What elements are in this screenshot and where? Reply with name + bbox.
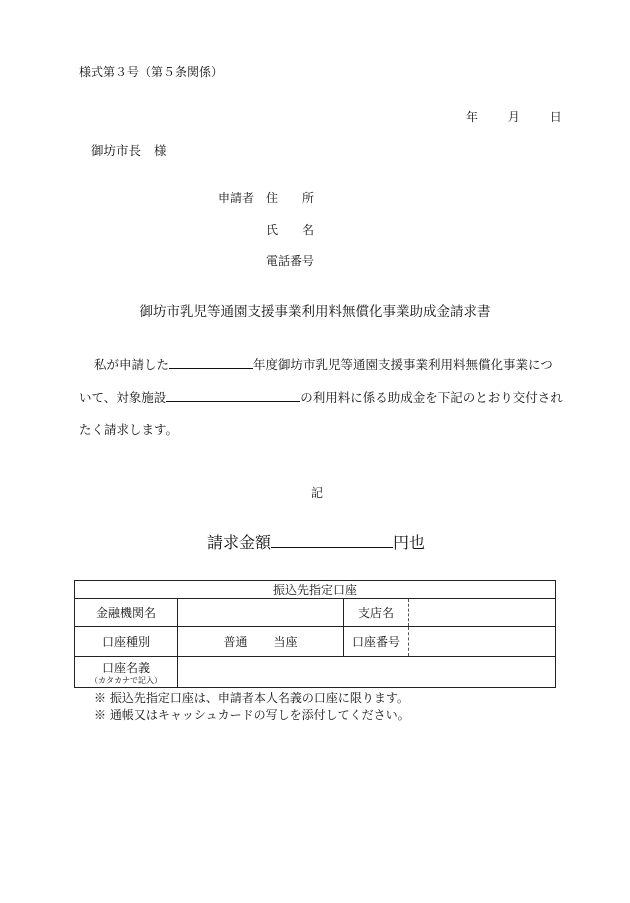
- branch-field[interactable]: [409, 599, 556, 627]
- document-title: 御坊市乳児等通園支援事業利用料無償化事業助成金請求書: [139, 304, 491, 320]
- bank-name-field[interactable]: [178, 599, 344, 627]
- body-line-2-start: いて、対象施設: [79, 390, 167, 405]
- amount-line: [207, 530, 425, 553]
- account-number-label: 口座番号: [344, 627, 409, 657]
- body-line-3: たく請求します。: [79, 422, 179, 437]
- note-2: ※ 通帳又はキャッシュカードの写しを添付してください。: [94, 708, 410, 722]
- body-line-1-end: 年度御坊市乳児等通園支援事業利用料無償化事業につ: [253, 357, 553, 372]
- amount-blank[interactable]: [271, 531, 393, 548]
- holder-label: 口座名義: [101, 660, 150, 675]
- account-type-label: 口座種別: [75, 627, 178, 657]
- amount-suffix: 円也: [393, 533, 426, 552]
- account-type-ordinary[interactable]: 普通: [223, 635, 248, 649]
- date-month: 月: [507, 110, 520, 124]
- addressee-name: 御坊市長: [91, 143, 142, 158]
- bank-table-header: 振込先指定口座: [75, 581, 556, 599]
- branch-label: 支店名: [344, 599, 409, 627]
- body-line-1: [94, 355, 553, 373]
- bank-account-table: [74, 580, 556, 688]
- facility-blank[interactable]: [166, 388, 300, 402]
- body-line-2-end: の利用料に係る助成金を下記のとおり交付され: [300, 390, 563, 405]
- account-number-field[interactable]: [409, 627, 556, 657]
- date-year: 年: [466, 110, 479, 124]
- addressee: [91, 141, 167, 159]
- amount-label: 請求金額: [207, 533, 272, 552]
- ki-heading: 記: [310, 486, 323, 500]
- holder-note: （カタカナで記入）: [90, 675, 162, 685]
- phone-label: 電話番号: [266, 254, 315, 268]
- account-type-field[interactable]: [178, 627, 344, 657]
- date-day: 日: [549, 110, 562, 124]
- bank-name-label: 金融機関名: [75, 599, 178, 627]
- account-type-current[interactable]: 当座: [273, 635, 298, 649]
- name-label: 氏 名: [266, 223, 315, 237]
- fiscal-year-blank[interactable]: [169, 355, 253, 369]
- body-line-1-start: 私が申請した: [94, 357, 170, 372]
- addressee-honorific: 様: [154, 143, 167, 158]
- note-1: ※ 振込先指定口座は、申請者本人名義の口座に限ります。: [94, 691, 409, 705]
- body-line-2: [79, 388, 563, 406]
- holder-label-cell: [75, 657, 178, 688]
- holder-field[interactable]: [178, 657, 556, 688]
- form-number: 様式第３号（第５条関係）: [79, 65, 224, 79]
- address-label: 住 所: [266, 191, 315, 205]
- date-line: [466, 108, 562, 125]
- applicant-label: 申請者: [218, 191, 255, 205]
